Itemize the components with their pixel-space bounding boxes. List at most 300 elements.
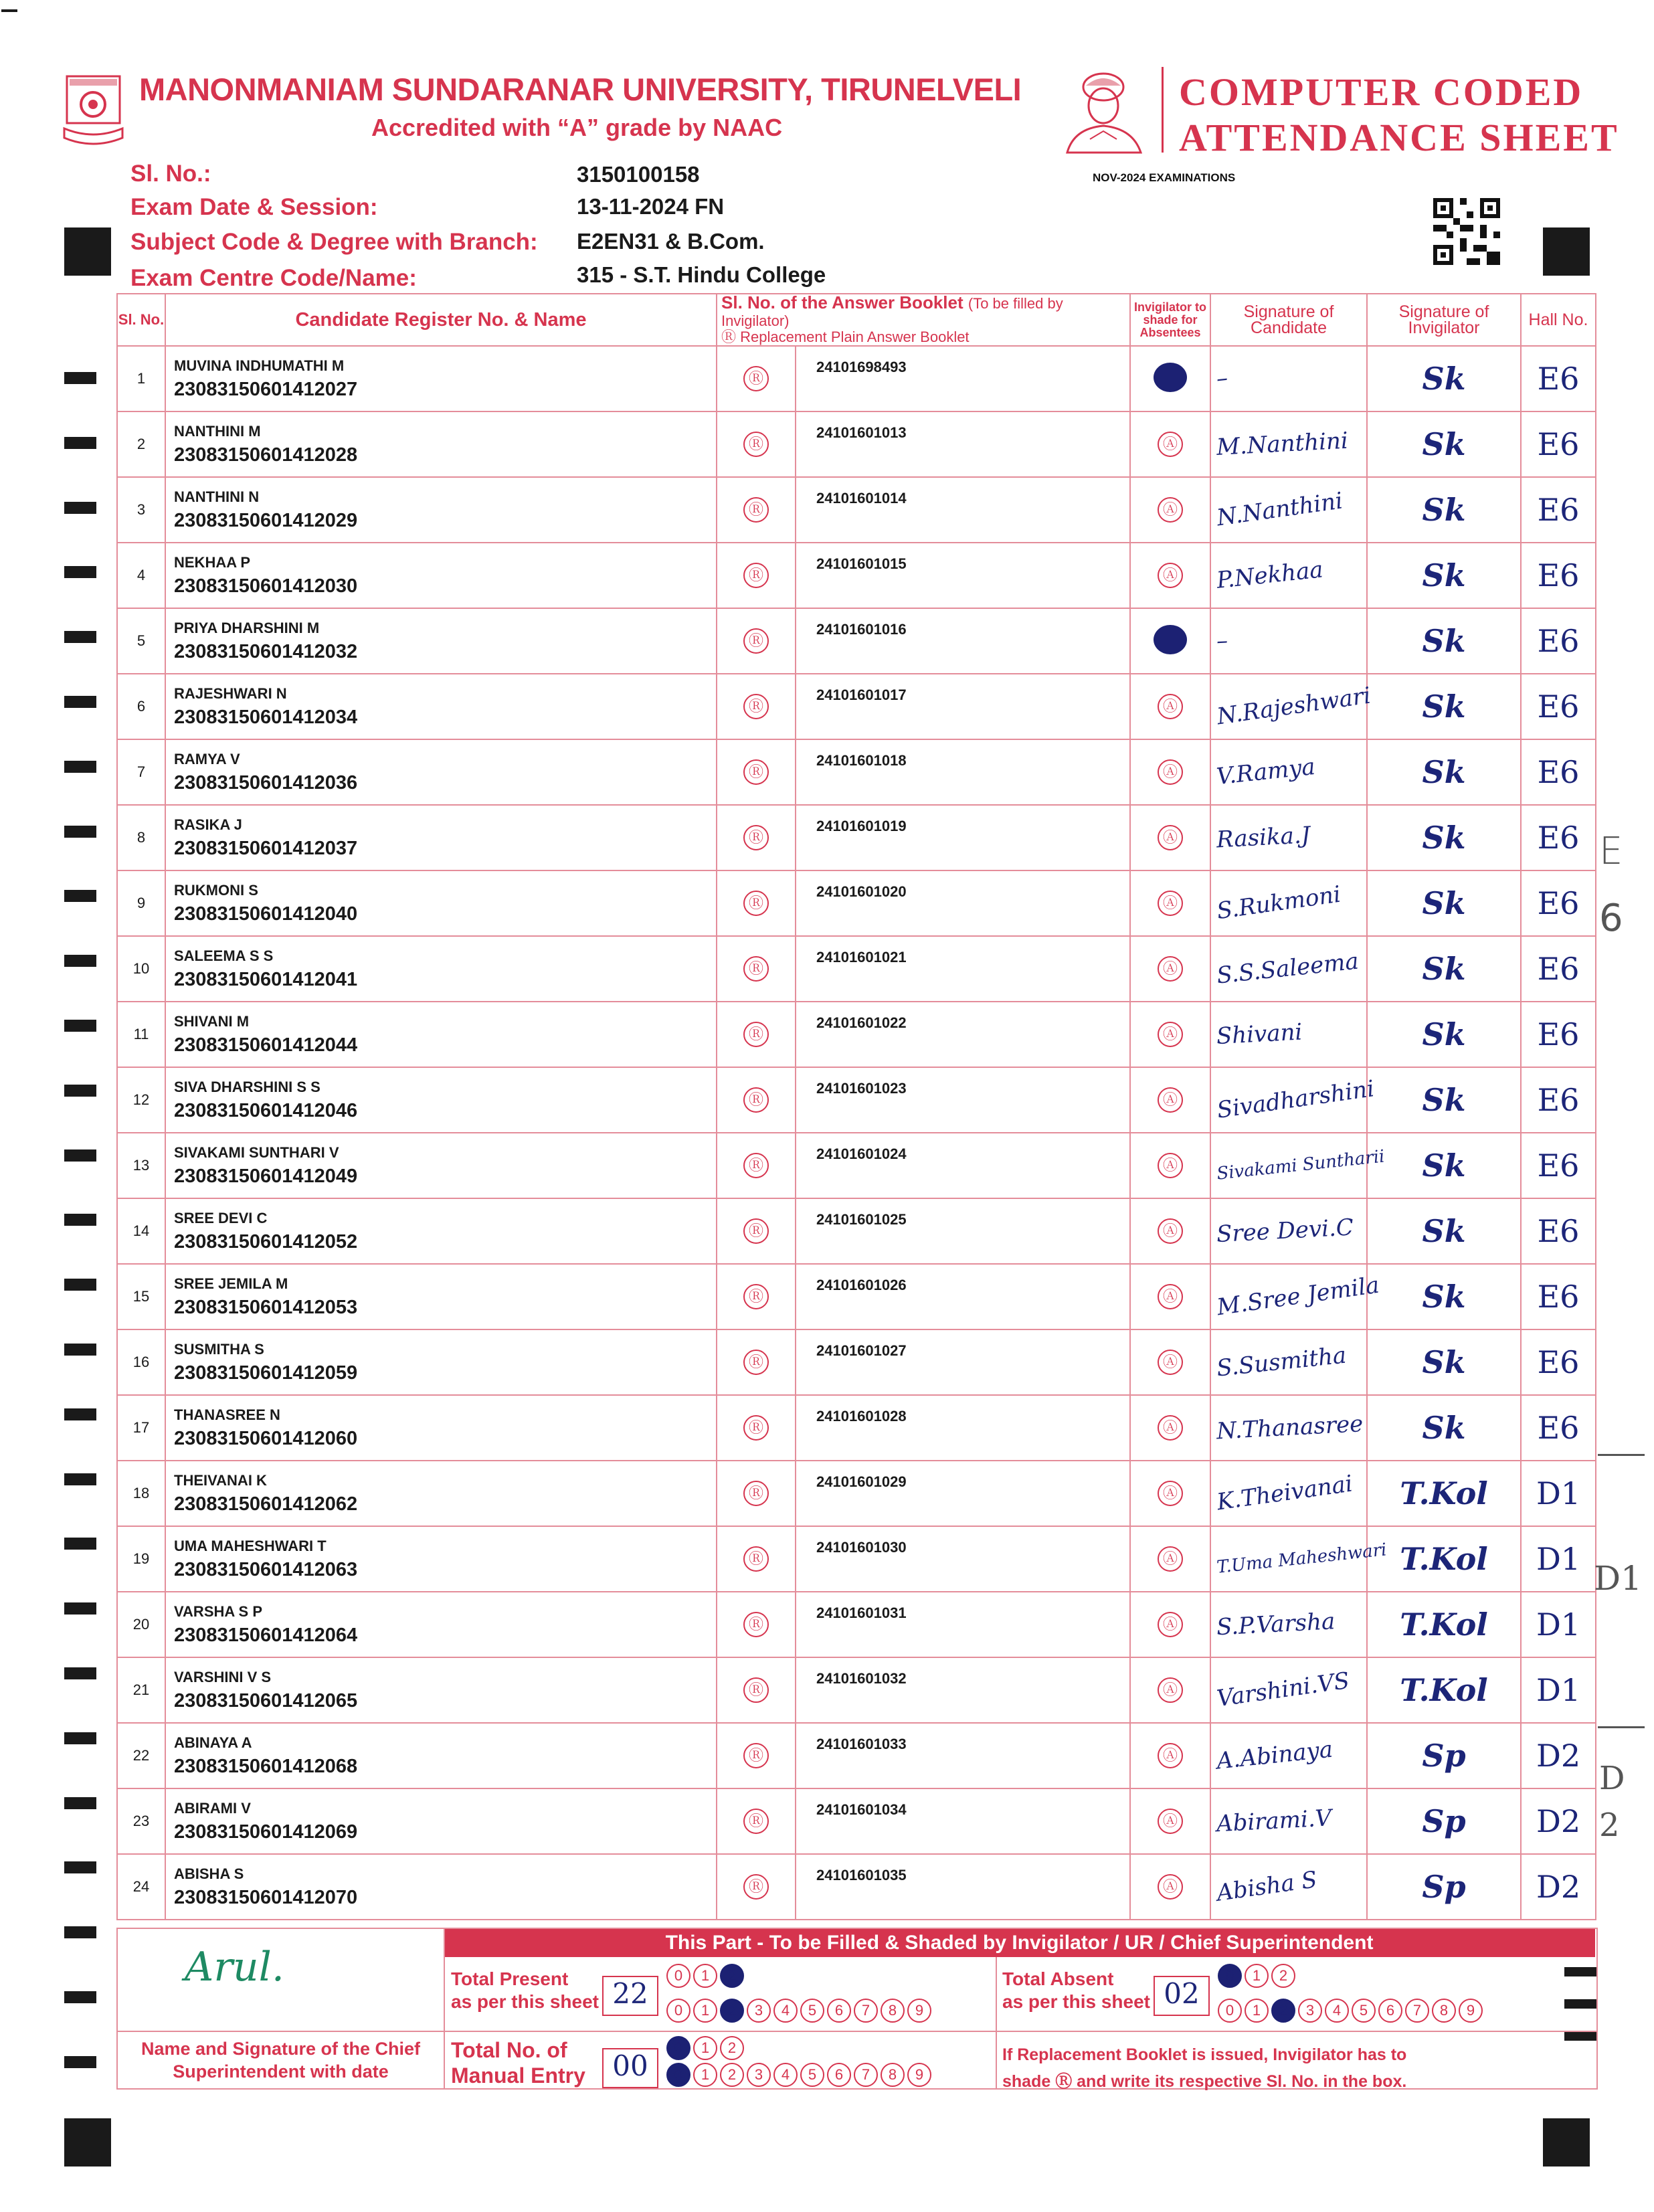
absent-cell xyxy=(1130,1788,1210,1854)
row-sl-no: 16 xyxy=(117,1329,165,1395)
candidate-signature: N.Rajeshwari xyxy=(1215,682,1373,731)
absent-bubble[interactable]: Ⓐ xyxy=(1158,694,1183,719)
hall-number: D2 xyxy=(1521,1723,1596,1788)
digit-bubble[interactable]: 8 xyxy=(881,1999,905,2023)
register-number: 23083150601412034 xyxy=(174,706,358,728)
replacement-bubble[interactable]: Ⓡ xyxy=(743,956,769,982)
invigilator-signature-cell xyxy=(1367,805,1521,870)
table-row xyxy=(117,1067,1596,1133)
absent-bubble[interactable]: Ⓐ xyxy=(1158,825,1183,850)
digit-bubble[interactable]: 5 xyxy=(800,1999,824,2023)
booklet-cell xyxy=(796,1461,1130,1526)
timing-mark xyxy=(64,1538,96,1550)
candidate-signature-cell xyxy=(1210,674,1373,739)
register-number: 23083150601412032 xyxy=(174,640,358,662)
absent-bubble[interactable]: Ⓐ xyxy=(1158,563,1183,588)
replacement-bubble[interactable]: Ⓡ xyxy=(743,366,769,391)
candidate-signature-cell xyxy=(1210,1788,1367,1854)
present-tens-bubbles[interactable] xyxy=(666,1964,747,1988)
replacement-cell xyxy=(717,1264,796,1329)
digit-bubble[interactable]: 4 xyxy=(773,1999,798,2023)
candidate-cell xyxy=(165,1264,717,1329)
invigilator-signature: Sk xyxy=(1422,885,1466,921)
candidate-cell xyxy=(165,936,717,1002)
candidate-cell xyxy=(165,543,717,608)
hall-number: D1 xyxy=(1521,1461,1596,1526)
digit-bubble[interactable]: 0 xyxy=(666,2063,691,2087)
candidate-signature: S.Rukmoni xyxy=(1215,881,1343,925)
candidate-cell xyxy=(165,1329,717,1395)
candidate-name: NEKHAA P xyxy=(174,553,251,571)
candidate-cell xyxy=(165,608,717,674)
replacement-bubble[interactable]: Ⓡ xyxy=(743,563,769,588)
candidate-signature-cell xyxy=(1210,608,1367,674)
timing-mark xyxy=(64,1149,96,1162)
absent-bubble[interactable]: Ⓐ xyxy=(1158,891,1183,916)
candidate-cell xyxy=(165,1788,717,1854)
candidate-name: SIVA DHARSHINI S S xyxy=(174,1078,320,1095)
register-number: 23083150601412036 xyxy=(174,771,358,794)
digit-bubble[interactable]: 0 xyxy=(666,1964,691,1988)
hall-number: E6 xyxy=(1521,1198,1596,1264)
absent-bubble[interactable]: Ⓐ xyxy=(1158,1218,1183,1244)
candidate-cell xyxy=(165,1461,717,1526)
row-sl-no: 17 xyxy=(117,1395,165,1461)
replacement-bubble[interactable]: Ⓡ xyxy=(743,1415,769,1441)
candidate-cell xyxy=(165,1526,717,1592)
absent-cell xyxy=(1130,1264,1210,1329)
candidate-signature: N.Nanthini xyxy=(1215,487,1345,532)
invigilator-signature-cell xyxy=(1367,608,1521,674)
digit-bubble[interactable]: 1 xyxy=(1245,1999,1269,2023)
invigilator-signature-cell xyxy=(1367,674,1521,739)
register-number: 23083150601412027 xyxy=(174,378,358,400)
invigilator-signature: Sk xyxy=(1422,820,1466,856)
digit-bubble[interactable]: 9 xyxy=(907,2063,931,2087)
replacement-cell xyxy=(717,1788,796,1854)
absent-bubble[interactable]: Ⓐ xyxy=(1158,1612,1183,1637)
register-number: 23083150601412041 xyxy=(174,968,358,990)
invigilator-signature-cell xyxy=(1367,1329,1521,1395)
absent-bubble[interactable]: Ⓐ xyxy=(1158,956,1183,982)
booklet-cell xyxy=(796,1723,1130,1788)
booklet-number: 24101601027 xyxy=(816,1342,907,1359)
digit-bubble[interactable]: 5 xyxy=(800,2063,824,2087)
digit-bubble[interactable]: 3 xyxy=(747,1999,771,2023)
candidate-signature: K.Theivanai xyxy=(1215,1470,1355,1516)
absent-cell xyxy=(1130,739,1210,805)
candidate-cell xyxy=(165,1854,717,1920)
table-row xyxy=(117,1133,1596,1198)
absent-cell xyxy=(1130,1526,1210,1592)
university-name: MANONMANIAM SUNDARANAR UNIVERSITY, TIRUNELVELI xyxy=(139,72,1022,107)
title-divider xyxy=(1162,67,1164,153)
booklet-cell xyxy=(796,608,1130,674)
candidate-name: NANTHINI M xyxy=(174,422,261,440)
replacement-cell xyxy=(717,1854,796,1920)
header-booklet: Sl. No. of the Answer Booklet (To be filled by Invigilator) Ⓡ Replacement Plain Answer Booklet xyxy=(717,294,1130,346)
table-row xyxy=(117,870,1596,936)
invigilator-signature: Sk xyxy=(1422,951,1466,987)
table-row xyxy=(117,608,1596,674)
candidate-name: VARSHINI V S xyxy=(174,1668,272,1685)
booklet-number: 24101698493 xyxy=(816,359,907,375)
replacement-cell xyxy=(717,543,796,608)
candidate-signature: S.P.Varsha xyxy=(1216,1608,1336,1641)
row-sl-no: 2 xyxy=(117,411,165,477)
hall-number: E6 xyxy=(1521,608,1596,674)
hall-number: E6 xyxy=(1521,870,1596,936)
chief-label: Name and Signature of the Chief Superintendent with date xyxy=(141,2039,421,2082)
digit-bubble[interactable]: 3 xyxy=(1298,1999,1322,2023)
total-present-label: Total Present as per this sheet xyxy=(451,1968,599,2012)
digit-bubble[interactable]: 1 xyxy=(693,2063,717,2087)
candidate-signature: S.S.Saleema xyxy=(1215,947,1360,990)
candidate-signature-cell xyxy=(1210,346,1367,411)
absent-cell xyxy=(1130,674,1210,739)
candidate-name: ABIRAMI V xyxy=(174,1799,251,1817)
candidate-signature: N.Thanasree xyxy=(1216,1410,1364,1445)
manual-units-bubbles[interactable] xyxy=(666,2063,934,2087)
invigilator-signature: Sk xyxy=(1422,1147,1466,1184)
register-number: 23083150601412059 xyxy=(174,1362,358,1384)
replacement-cell xyxy=(717,1329,796,1395)
digit-bubble[interactable]: 7 xyxy=(854,2063,878,2087)
replacement-bubble[interactable]: Ⓡ xyxy=(743,694,769,719)
corner-mark xyxy=(1543,227,1590,276)
digit-bubble[interactable]: 8 xyxy=(881,2063,905,2087)
register-number: 23083150601412063 xyxy=(174,1558,358,1580)
replacement-bubble[interactable]: Ⓡ xyxy=(743,1612,769,1637)
replacement-bubble[interactable]: Ⓡ xyxy=(743,628,769,654)
manual-tens-bubbles[interactable] xyxy=(666,2036,747,2060)
invigilator-signature: Sk xyxy=(1422,557,1466,593)
absent-cell xyxy=(1130,1329,1210,1395)
invigilator-signature: Sk xyxy=(1422,754,1466,790)
digit-bubble[interactable]: 0 xyxy=(666,1999,691,2023)
digit-bubble[interactable]: 1 xyxy=(693,1999,717,2023)
absent-bubble[interactable]: Ⓐ xyxy=(1158,1153,1183,1178)
hall-number: E6 xyxy=(1521,739,1596,805)
table-row xyxy=(117,1657,1596,1723)
absent-bubble[interactable]: Ⓐ xyxy=(1158,497,1183,523)
absent-bubble[interactable]: Ⓐ xyxy=(1158,759,1183,785)
candidate-cell xyxy=(165,1198,717,1264)
timing-mark xyxy=(64,1408,96,1420)
candidate-name: SALEEMA S S xyxy=(174,947,274,964)
timing-mark xyxy=(64,1020,96,1032)
exam-date-label: Exam Date & Session: xyxy=(130,194,378,220)
candidate-name: RAJESHWARI N xyxy=(174,684,287,702)
hall-number: E6 xyxy=(1521,936,1596,1002)
table-row xyxy=(117,1723,1596,1788)
invigilator-signature-cell xyxy=(1367,1133,1521,1198)
digit-bubble[interactable]: 7 xyxy=(1405,1999,1429,2023)
invigilator-signature: Sk xyxy=(1422,1016,1466,1052)
absent-cell xyxy=(1130,543,1210,608)
absent-tens-bubbles[interactable] xyxy=(1218,1964,1298,1988)
absent-cell xyxy=(1130,1198,1210,1264)
present-units-bubbles[interactable] xyxy=(666,1999,934,2023)
candidate-cell xyxy=(165,1723,717,1788)
timing-mark xyxy=(64,1473,96,1485)
booklet-number: 24101601015 xyxy=(816,555,907,572)
absent-bubble[interactable]: Ⓐ xyxy=(1158,1874,1183,1900)
candidate-signature: – xyxy=(1215,627,1229,655)
booklet-cell xyxy=(796,411,1130,477)
booklet-number: 24101601014 xyxy=(816,490,907,506)
absent-bubble[interactable] xyxy=(1154,363,1187,392)
hall-number: E6 xyxy=(1521,1329,1596,1395)
absent-bubble[interactable] xyxy=(1154,625,1187,654)
candidate-signature: V.Ramya xyxy=(1215,753,1317,791)
digit-bubble[interactable]: 0 xyxy=(666,2036,691,2060)
replacement-bubble[interactable]: Ⓡ xyxy=(743,1218,769,1244)
register-number: 23083150601412068 xyxy=(174,1755,358,1777)
timing-mark xyxy=(64,1861,96,1873)
register-number: 23083150601412053 xyxy=(174,1296,358,1318)
replacement-bubble[interactable]: Ⓡ xyxy=(743,1743,769,1768)
chief-divider xyxy=(444,1929,445,2088)
digit-bubble[interactable]: 5 xyxy=(1352,1999,1376,2023)
replacement-bubble[interactable]: Ⓡ xyxy=(743,1481,769,1506)
replacement-bubble[interactable]: Ⓡ xyxy=(743,1874,769,1900)
absent-bubble[interactable]: Ⓐ xyxy=(1158,1677,1183,1703)
replacement-cell xyxy=(717,1133,796,1198)
chief-hline xyxy=(118,2031,444,2032)
digit-bubble[interactable]: 9 xyxy=(907,1999,931,2023)
register-number: 23083150601412044 xyxy=(174,1034,358,1056)
absent-bubble[interactable]: Ⓐ xyxy=(1158,1284,1183,1309)
digit-bubble[interactable]: 3 xyxy=(747,2063,771,2087)
table-row xyxy=(117,1198,1596,1264)
register-number: 23083150601412046 xyxy=(174,1099,358,1121)
register-number: 23083150601412065 xyxy=(174,1689,358,1712)
digit-bubble[interactable]: 9 xyxy=(1459,1999,1483,2023)
centre-value: 315 - S.T. Hindu College xyxy=(577,262,826,287)
margin-note: E xyxy=(1599,830,1623,873)
digit-bubble[interactable]: 1 xyxy=(693,2036,717,2060)
replacement-bubble[interactable]: Ⓡ xyxy=(743,1284,769,1309)
candidate-cell xyxy=(165,477,717,543)
replacement-cell xyxy=(717,1067,796,1133)
absent-cell xyxy=(1130,346,1210,411)
table-row xyxy=(117,1854,1596,1920)
replacement-bubble[interactable]: Ⓡ xyxy=(743,1809,769,1834)
candidate-signature: S.Susmitha xyxy=(1215,1342,1348,1382)
invigilator-signature: Sk xyxy=(1422,1344,1466,1380)
row-sl-no: 5 xyxy=(117,608,165,674)
absent-cell xyxy=(1130,1067,1210,1133)
margin-note: 2 xyxy=(1599,1807,1620,1844)
candidate-signature-cell xyxy=(1210,1264,1381,1329)
replacement-bubble[interactable]: Ⓡ xyxy=(743,1677,769,1703)
accreditation: Accredited with “A” grade by NAAC xyxy=(371,114,783,141)
corner-mark xyxy=(64,227,111,276)
candidate-name: SREE DEVI C xyxy=(174,1209,268,1226)
candidate-signature: Sivadharshini xyxy=(1215,1075,1376,1124)
replacement-bubble[interactable]: Ⓡ xyxy=(743,1546,769,1572)
invigilator-signature: T.Kol xyxy=(1400,1606,1488,1643)
invigilator-signature-cell xyxy=(1367,1264,1521,1329)
digit-bubble[interactable]: 2 xyxy=(720,1964,744,1988)
invigilator-signature: Sk xyxy=(1422,688,1466,725)
table-row xyxy=(117,805,1596,870)
manual-entry-label: Total No. of Manual Entry xyxy=(451,2038,585,2088)
absent-units-bubbles[interactable] xyxy=(1218,1999,1485,2023)
invigilator-signature-cell xyxy=(1367,1723,1521,1788)
digit-bubble[interactable]: 6 xyxy=(827,2063,851,2087)
digit-bubble[interactable]: 2 xyxy=(720,1999,744,2023)
candidate-signature-cell xyxy=(1210,870,1367,936)
replacement-bubble[interactable]: Ⓡ xyxy=(743,825,769,850)
replacement-note: If Replacement Booklet is issued, Invigilator has to shade Ⓡ and write its respective Sl. No. in the box. xyxy=(1002,2045,1407,2091)
candidate-cell xyxy=(165,1592,717,1657)
sheet-title-line-2: ATTENDANCE SHEET xyxy=(1179,116,1619,159)
middle-divider xyxy=(996,1957,997,2088)
row-sl-no: 24 xyxy=(117,1854,165,1920)
digit-bubble[interactable]: 6 xyxy=(827,1999,851,2023)
candidate-signature: Sivakami Suntharii xyxy=(1216,1146,1386,1184)
table-row xyxy=(117,674,1596,739)
timing-mark xyxy=(64,1926,96,1938)
candidate-signature-cell xyxy=(1210,1592,1367,1657)
register-number: 23083150601412069 xyxy=(174,1821,358,1843)
margin-note: D1 xyxy=(1594,1559,1642,1598)
absent-bubble[interactable]: Ⓐ xyxy=(1158,1022,1183,1047)
row-sl-no: 9 xyxy=(117,870,165,936)
candidate-name: NANTHINI N xyxy=(174,488,260,505)
absent-bubble[interactable]: Ⓐ xyxy=(1158,1415,1183,1441)
invigilator-signature: Sk xyxy=(1422,1213,1466,1249)
invigilator-signature-cell xyxy=(1367,1067,1521,1133)
replacement-bubble[interactable]: Ⓡ xyxy=(743,1153,769,1178)
booklet-number: 24101601032 xyxy=(816,1670,907,1687)
candidate-signature: Rasika.J xyxy=(1216,822,1311,854)
replacement-cell xyxy=(717,411,796,477)
sl-no-value: 3150100158 xyxy=(577,162,700,187)
candidate-signature: T.Uma Maheshwari xyxy=(1216,1540,1388,1578)
table-row xyxy=(117,1461,1596,1526)
digit-bubble[interactable]: 1 xyxy=(693,1964,717,1988)
booklet-number: 24101601034 xyxy=(816,1801,907,1818)
total-present-value[interactable]: 22 xyxy=(602,1976,658,2016)
timing-mark xyxy=(64,1214,96,1226)
booklet-cell xyxy=(796,674,1130,739)
replacement-bubble[interactable]: Ⓡ xyxy=(743,759,769,785)
absent-bubble[interactable]: Ⓐ xyxy=(1158,1350,1183,1375)
booklet-number: 24101601016 xyxy=(816,621,907,638)
replacement-bubble[interactable]: Ⓡ xyxy=(743,1022,769,1047)
digit-bubble[interactable]: 0 xyxy=(1218,1964,1242,1988)
booklet-number: 24101601018 xyxy=(816,752,907,769)
digit-bubble[interactable]: 0 xyxy=(1218,1999,1242,2023)
row-sl-no: 10 xyxy=(117,936,165,1002)
absent-bubble[interactable]: Ⓐ xyxy=(1158,1481,1183,1506)
digit-bubble[interactable]: 2 xyxy=(720,2036,744,2060)
replacement-bubble[interactable]: Ⓡ xyxy=(743,891,769,916)
invigilator-signature-cell xyxy=(1367,1461,1521,1526)
booklet-cell xyxy=(796,543,1130,608)
candidate-cell xyxy=(165,805,717,870)
register-number: 23083150601412040 xyxy=(174,903,358,925)
candidate-name: RASIKA J xyxy=(174,816,242,833)
table-row xyxy=(117,1526,1596,1592)
replacement-bubble[interactable]: Ⓡ xyxy=(743,1350,769,1375)
replacement-bubble[interactable]: Ⓡ xyxy=(743,432,769,457)
digit-bubble[interactable]: 6 xyxy=(1378,1999,1402,2023)
middle-hline xyxy=(444,2031,1596,2032)
row-sl-no: 1 xyxy=(117,346,165,411)
row-sl-no: 12 xyxy=(117,1067,165,1133)
candidate-signature: Sree Devi.C xyxy=(1216,1214,1354,1249)
hall-number: E6 xyxy=(1521,346,1596,411)
row-sl-no: 18 xyxy=(117,1461,165,1526)
candidate-name: SIVAKAMI SUNTHARI V xyxy=(174,1143,339,1161)
booklet-number: 24101601020 xyxy=(816,883,907,900)
candidate-signature-cell xyxy=(1210,805,1367,870)
manual-entry-value[interactable]: 00 xyxy=(602,2048,658,2088)
timing-mark xyxy=(64,826,96,838)
row-sl-no: 7 xyxy=(117,739,165,805)
qr-code xyxy=(1433,198,1500,265)
booklet-cell xyxy=(796,1002,1130,1067)
official-band-title: This Part - To be Filled & Shaded by Invigilator / UR / Chief Superintendent xyxy=(444,1929,1595,1957)
total-absent-value[interactable]: 02 xyxy=(1154,1976,1210,2016)
digit-bubble[interactable]: 4 xyxy=(1325,1999,1349,2023)
invigilator-signature: T.Kol xyxy=(1400,1541,1488,1577)
table-row xyxy=(117,1592,1596,1657)
digit-bubble[interactable]: 4 xyxy=(773,2063,798,2087)
absent-bubble[interactable]: Ⓐ xyxy=(1158,1809,1183,1834)
absent-bubble[interactable]: Ⓐ xyxy=(1158,432,1183,457)
header-sig-invigilator: Signature of Invigilator xyxy=(1367,294,1521,346)
booklet-cell xyxy=(796,870,1130,936)
table-row xyxy=(117,477,1596,543)
digit-bubble[interactable]: 8 xyxy=(1432,1999,1456,2023)
candidate-cell xyxy=(165,674,717,739)
digit-bubble[interactable]: 2 xyxy=(720,2063,744,2087)
replacement-cell xyxy=(717,477,796,543)
candidate-name: SHIVANI M xyxy=(174,1012,250,1030)
booklet-cell xyxy=(796,1198,1130,1264)
replacement-bubble[interactable]: Ⓡ xyxy=(743,497,769,523)
booklet-cell xyxy=(796,1133,1130,1198)
candidate-signature: M.Nanthini xyxy=(1216,427,1349,461)
replacement-bubble[interactable]: Ⓡ xyxy=(743,1087,769,1113)
digit-bubble[interactable]: 2 xyxy=(1271,1999,1295,2023)
row-sl-no: 15 xyxy=(117,1264,165,1329)
digit-bubble[interactable]: 2 xyxy=(1271,1964,1295,1988)
table-row xyxy=(117,936,1596,1002)
absent-cell xyxy=(1130,1657,1210,1723)
hall-number: E6 xyxy=(1521,411,1596,477)
digit-bubble[interactable]: 1 xyxy=(1245,1964,1269,1988)
table-row xyxy=(117,543,1596,608)
replacement-cell xyxy=(717,936,796,1002)
row-sl-no: 19 xyxy=(117,1526,165,1592)
absent-bubble[interactable]: Ⓐ xyxy=(1158,1087,1183,1113)
table-row xyxy=(117,411,1596,477)
absent-bubble[interactable]: Ⓐ xyxy=(1158,1743,1183,1768)
timing-mark xyxy=(64,1279,96,1291)
register-number: 23083150601412070 xyxy=(174,1886,358,1908)
register-number: 23083150601412049 xyxy=(174,1165,358,1187)
hall-number: E6 xyxy=(1521,1395,1596,1461)
digit-bubble[interactable]: 7 xyxy=(854,1999,878,2023)
absent-bubble[interactable]: Ⓐ xyxy=(1158,1546,1183,1572)
invigilator-signature: Sk xyxy=(1422,1410,1466,1446)
